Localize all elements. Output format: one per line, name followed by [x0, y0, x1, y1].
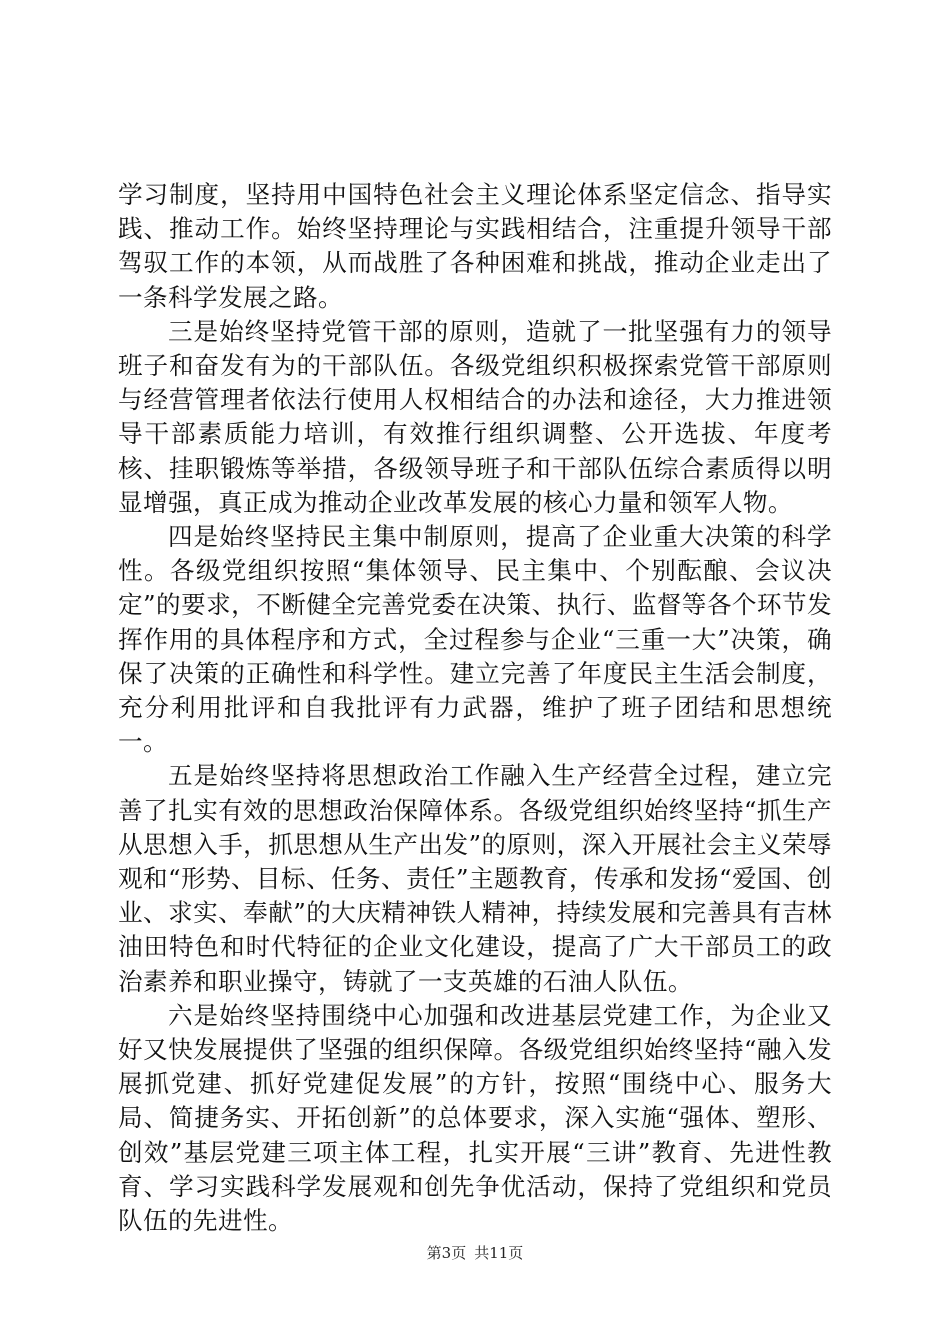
- page-footer: [0, 1243, 950, 1263]
- page-number: 第3页: [426, 1244, 467, 1262]
- paragraph-point-four: 四是始终坚持民主集中制原则，提高了企业重大决策的科学性。各级党组织按照“集体领导、民主集中、个别酝酿、会议决定”的要求，不断健全完善党委在决策、执行、监督等各个环节发挥作用的具体程序和方式，全过程参与企业“三重一大”决策，确保了决策的正确性和科学性。建立完善了年度民主生活会制度，充分利用批评和自我批评有力武器，维护了班子团结和思想统一。: [118, 522, 832, 757]
- paragraph-continuation: 学习制度，坚持用中国特色社会主义理论体系坚定信念、指导实践、推动工作。始终坚持理论与实践相结合，注重提升领导干部驾驭工作的本领，从而战胜了各种困难和挑战，推动企业走出了一条科学发展之路。: [118, 180, 832, 312]
- paragraph-point-six: 六是始终坚持围绕中心加强和改进基层党建工作，为企业又好又快发展提供了坚强的组织保障。各级党组织始终坚持“融入发展抓党建、抓好党建促发展”的方针，按照“围绕中心、服务大局、简捷务实、开拓创新”的总体要求，深入实施“强体、塑形、创效”基层党建三项主体工程，扎实开展“三讲”教育、先进性教育、学习实践科学发展观和创先争优活动，保持了党组织和党员队伍的先进性。: [118, 1000, 832, 1236]
- paragraph-point-three: 三是始终坚持党管干部的原则，造就了一批坚强有力的领导班子和奋发有为的干部队伍。各级党组织积极探索党管干部原则与经营管理者依法行使用人权相结合的办法和途径，大力推进领导干部素质能力培训，有效推行组织调整、公开选拔、年度考核、挂职锻炼等举措，各级领导班子和干部队伍综合素质得以明显增强，真正成为推动企业改革发展的核心力量和领军人物。: [118, 316, 832, 517]
- page-total: 共11页: [474, 1244, 524, 1262]
- paragraph-point-five: 五是始终坚持将思想政治工作融入生产经营全过程，建立完善了扎实有效的思想政治保障体系。各级党组织始终坚持“抓生产从思想入手，抓思想从生产出发”的原则，深入开展社会主义荣辱观和“形势、目标、任务、责任”主题教育，传承和发扬“爱国、创业、求实、奉献”的大庆精神铁人精神，持续发展和完善具有吉林油田特色和时代特征的企业文化建设，提高了广大干部员工的政治素养和职业操守，铸就了一支英雄的石油人队伍。: [118, 761, 832, 996]
- document-body: [118, 178, 832, 1238]
